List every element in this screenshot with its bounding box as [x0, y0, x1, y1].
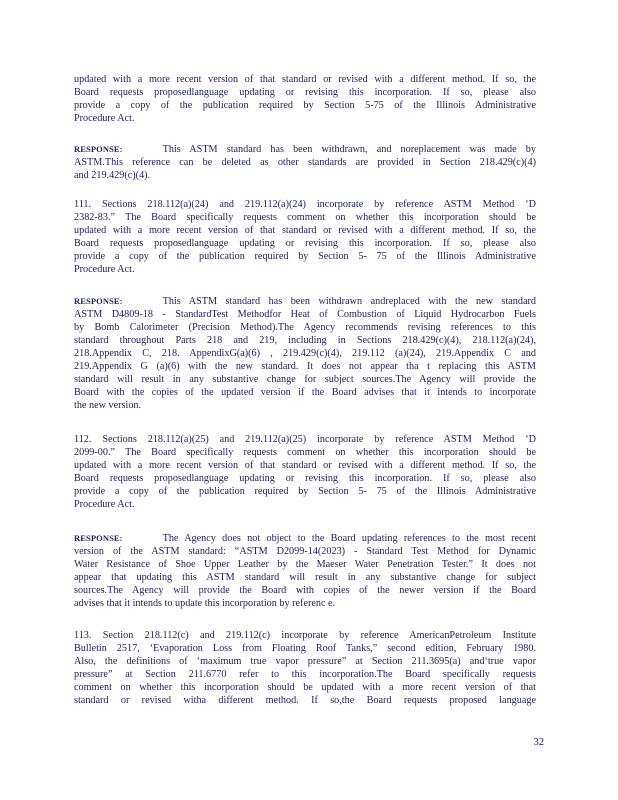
text-line: 219.Appendix G (a)(6) with the new standard. It does not appear tha t replacing this ASTM — [74, 361, 536, 372]
text-line-content: The Agency does not object to the Board updating references to the most recent — [162, 533, 536, 544]
text-line: updated with a more recent version of that standard or revised with a different method. If so, the — [74, 225, 536, 236]
text-line: provide a copy of the publication required by Section 5- 75 of the Illinois Administrative — [74, 486, 536, 497]
response-paragraph — [74, 143, 536, 182]
text-line: 2382-83.” The Board specifically requests comment on whether this incorporation should be — [74, 212, 536, 223]
text-line: Board requests proposedlanguage updating or revising this incorporation. If so, please also — [74, 473, 536, 484]
text-line: Procedure Act. — [74, 264, 135, 275]
text-line: provide a copy of the publication required by Section 5- 75 of the Illinois Administrative — [74, 251, 536, 262]
text-line — [74, 532, 536, 545]
text-line: provide a copy of the publication required by Section 5-75 of the Illinois Administrative — [74, 100, 536, 111]
text-line: 112. Sections 218.112(a)(25) and 219.112(a)(25) incorporate by reference ASTM Method ‘D — [74, 434, 536, 445]
text-line: by Bomb Calorimeter (Precision Method).The Agency recommends revising references to this — [74, 322, 536, 333]
text-line: ASTM D4809-18 - StandardTest Methodfor Heat of Combustion of Liquid Hydrocarbon Fuels — [74, 309, 536, 320]
response-paragraph — [74, 532, 536, 610]
page-number: 32 — [533, 737, 544, 748]
response-label: RESPONSE: — [74, 533, 123, 543]
text-line: 111. Sections 218.112(a)(24) and 219.112(a)(24) incorporate by reference ASTM Method ‘D — [74, 199, 536, 210]
text-line: sources.The Agency will provide the Board with copies of the newer version if the Board — [74, 585, 536, 596]
response-label: RESPONSE: — [74, 144, 123, 154]
response-label: RESPONSE: — [74, 296, 123, 306]
text-line: the new version. — [74, 400, 142, 411]
text-line: 113. Section 218.112(c) and 219.112(c) incorporate by reference AmericanPetroleum Institute — [74, 630, 536, 641]
text-line: ASTM.This reference can be deleted as other standards are provided in Section 218.429(c)(4) — [74, 157, 536, 168]
text-line: advises that it intends to update this incorporation by referenc e. — [74, 598, 336, 609]
text-line — [74, 143, 536, 156]
text-line: appear that updating this ASTM standard will result in any substantive change for subject — [74, 572, 536, 583]
text-line: 2099-00.” The Board specifically requests comment on whether this incorporation should be — [74, 447, 536, 458]
text-line: and 219.429(c)(4). — [74, 170, 151, 181]
text-line: Board with the copies of the updated version if the Board advises that it intends to incorporate — [74, 387, 536, 398]
text-line: standard will result in any substantive change for subject sources.The Agency will provide the — [74, 374, 536, 385]
text-line: Board requests proposedlanguage updating or revising this incorporation. If so, please also — [74, 87, 536, 98]
text-line-content: This ASTM standard has been withdrawn, and noreplacement was made by — [162, 144, 536, 155]
text-line: pressure” at Section 211.6770 refer to this incorporation.The Board specifically requests — [74, 669, 536, 680]
text-line — [74, 295, 536, 308]
text-line: Bulletin 2517, ‘Evaporation Loss from Floating Roof Tanks,” second edition, February 1980. — [74, 643, 536, 654]
text-line: comment on whether this incorporation should be updated with a more recent version of that — [74, 682, 536, 693]
text-line: 218.Appendix C, 218. AppendixG(a)(6) , 219.429(c)(4), 219.112 (a)(24), 219.Appendix C and — [74, 348, 536, 359]
text-line: updated with a more recent version of that standard or revised with a different method. If so, the — [74, 74, 536, 85]
text-line: standard throughout Parts 218 and 219, including in Sections 218.429(c)(4), 218.112(a)(24), — [74, 335, 536, 346]
item-112-paragraph — [74, 433, 536, 511]
text-line: Procedure Act. — [74, 113, 135, 124]
text-line: Board requests proposedlanguage updating or revising this incorporation. If so, please also — [74, 238, 536, 249]
response-paragraph — [74, 295, 536, 412]
text-line: version of the ASTM standard: “ASTM D2099-14(2023) - Standard Test Method for Dynamic — [74, 546, 536, 557]
text-line: Procedure Act. — [74, 499, 135, 510]
paragraph-continuation — [74, 73, 536, 125]
text-line: updated with a more recent version of that standard or revised with a different method. If so, the — [74, 460, 536, 471]
item-111-paragraph — [74, 198, 536, 276]
text-line: Water Resistance of Shoe Upper Leather by the Maeser Water Penetration Tester.” It does not — [74, 559, 536, 570]
item-113-paragraph — [74, 629, 536, 707]
text-line: standard or revised witha different method. If so,the Board requests proposed language — [74, 695, 536, 706]
text-line-content: This ASTM standard has been withdrawn andreplaced with the new standard — [162, 296, 536, 307]
text-line: Also, the definitions of ‘maximum true vapor pressure” at Section 211.3695(a) and‘true vapor — [74, 656, 536, 667]
